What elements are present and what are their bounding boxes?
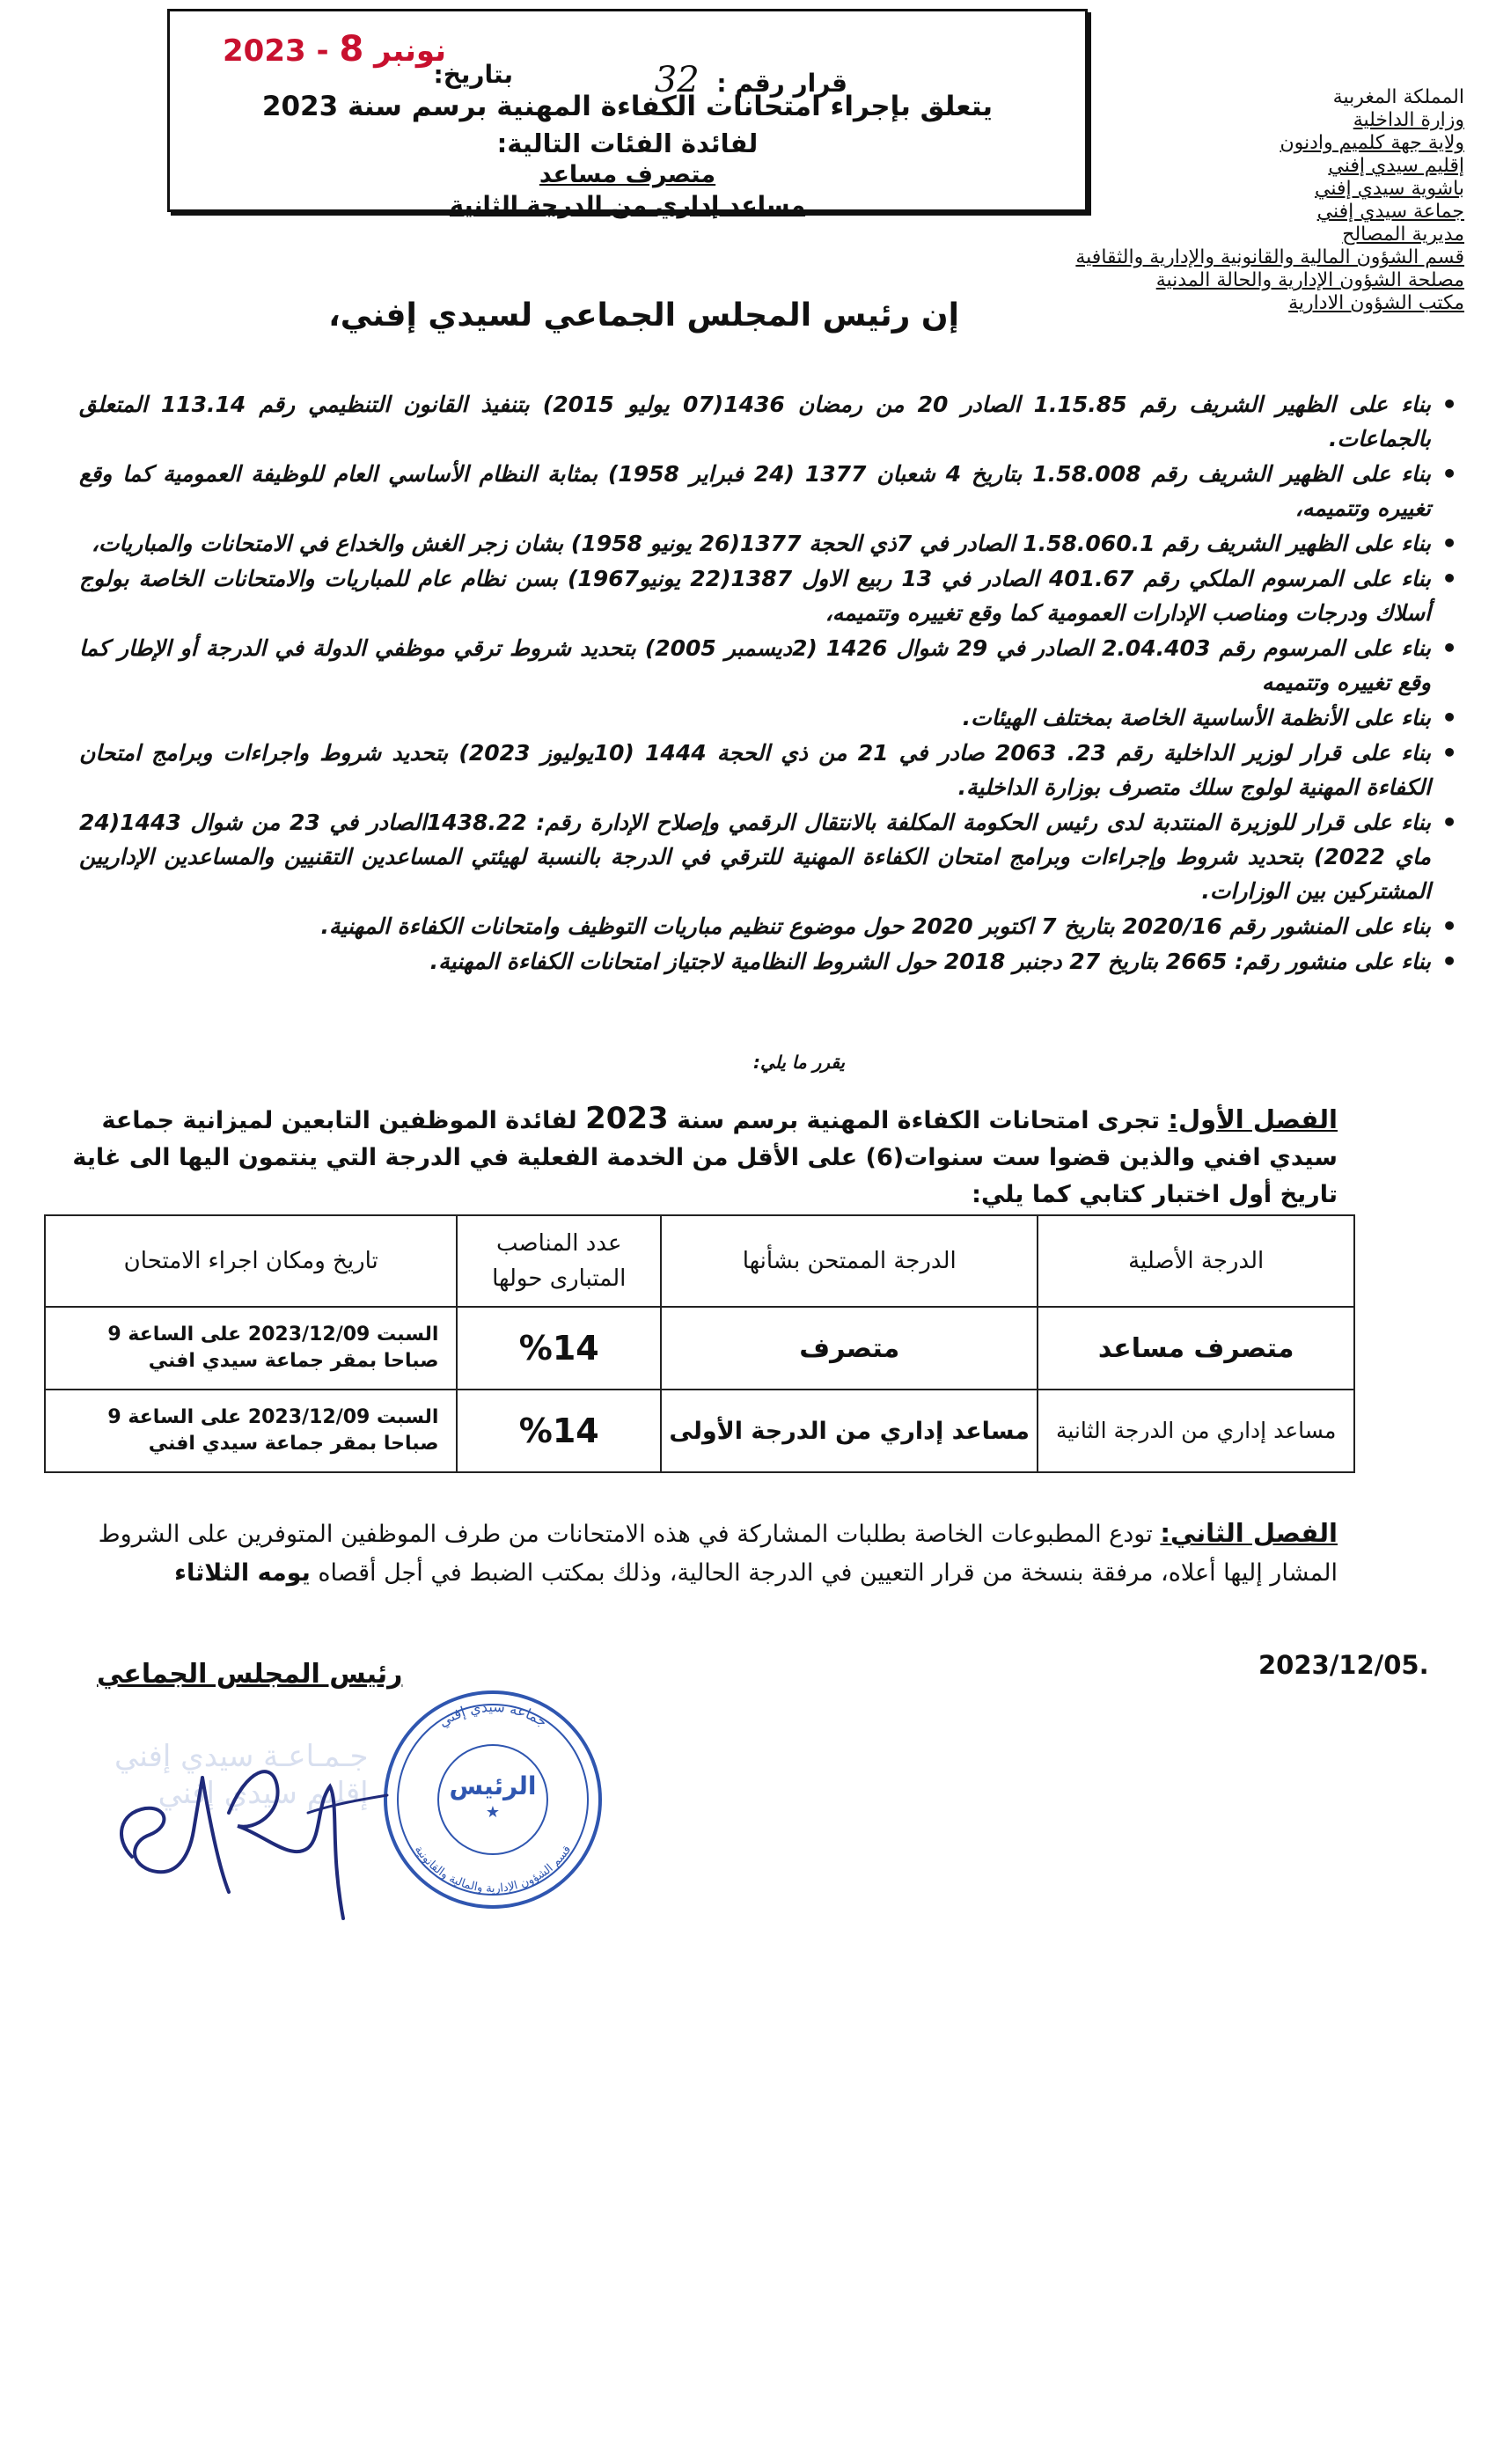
table-cell-positions: %14 bbox=[457, 1390, 661, 1472]
seal-ring-top: جماعة سيدي إفني bbox=[435, 1698, 551, 1731]
consideration-item: • بناء على الظهير الشريف رقم 1.15.85 الصادر 20 من رمضان 1436(07 يوليو 2015) بتنفيذ القانون التنظيمي رقم 113.14 المتعلق بالجماعات. bbox=[79, 387, 1461, 456]
table-cell-target-grade: مساعد إداري من الدرجة الأولى bbox=[661, 1390, 1038, 1472]
watermark-line: إقليم سيدي إفني bbox=[158, 1776, 369, 1811]
header-line: المملكة المغربية bbox=[1332, 86, 1464, 108]
decision-number-value: 32 bbox=[654, 60, 700, 100]
header-line: مديرية المصالح bbox=[1342, 224, 1464, 246]
decision-box bbox=[167, 9, 1088, 219]
consideration-item: • بناء على الأنظمة الأساسية الخاصة بمختلف الهيئات. bbox=[79, 700, 1461, 735]
table-cell-original-grade: متصرف مساعد bbox=[1038, 1307, 1354, 1390]
table-cell-date-place: السبت 2023/12/09 على الساعة 9 صباحا بمقر جماعة سيدي افني bbox=[45, 1390, 457, 1472]
stamp-date-day: 8 bbox=[339, 29, 364, 70]
chapter-1 bbox=[26, 1100, 1338, 1214]
decision-beneficiaries-label: لفائدة الفئات التالية: bbox=[496, 128, 759, 158]
table-header: الدرجة الممتحن بشأنها bbox=[661, 1215, 1038, 1307]
chapter-1-text-a: تجرى امتحانات الكفاءة المهنية برسم سنة bbox=[677, 1107, 1161, 1134]
chapter-1-label: الفصل الأول: bbox=[1168, 1104, 1338, 1134]
header-line: جماعة سيدي إفني bbox=[1316, 201, 1464, 223]
consideration-item: • بناء على منشور رقم: 2665 بتاريخ 27 دجنبر 2018 حول الشروط النظامية لاجتياز امتحانات الكفاءة المهنية. bbox=[79, 944, 1461, 979]
svg-text:جماعة سيدي إفني bbox=[436, 1698, 550, 1731]
table-row bbox=[45, 1390, 1354, 1472]
decision-date-label: بتاريخ: bbox=[433, 60, 513, 89]
seal-center-text: الرئيس bbox=[449, 1771, 537, 1800]
table-header-row bbox=[45, 1215, 1354, 1307]
exam-table bbox=[44, 1214, 1355, 1473]
chapter-1-text-b: لفائدة الموظفين التابعين لميزانية جماعة سيدي افني والذين قضوا ست سنوات(6) على الأقل من الخدمة الفعلية في الدرجة التي ينتمون اليها الى غاية تاريخ أول اختبار كتابي كما يلي: bbox=[72, 1107, 1338, 1208]
considerations-list bbox=[79, 387, 1461, 979]
handwritten-signature bbox=[97, 1707, 414, 1954]
chapter-2-text: تودع المطبوعات الخاصة بطلبات المشاركة في هذه الامتحانات من طرف الموظفين المتوفرين على الشروط المشار إليها أعلاه، مرفقة بنسخة من قرار التعيين في الدرجة الحالية، وذلك بمكتب الضبط في أجل أقصاه bbox=[98, 1521, 1338, 1587]
consideration-item: • بناء على الظهير الشريف رقم 1.58.060.1 الصادر في 7ذي الحجة 1377(26 يونيو 1958) بشان زجر الغش والخداع في الامتحانات والمباريات، bbox=[79, 526, 1461, 561]
header-line: مصلحة الشؤون الإدارية والحالة المدنية bbox=[1155, 269, 1464, 291]
table-cell-target-grade: متصرف bbox=[661, 1307, 1038, 1390]
header-line: مكتب الشؤون الادارية bbox=[1288, 292, 1464, 314]
table-header: عدد المناصب المتبارى حولها bbox=[457, 1215, 661, 1307]
table-header: تاريخ ومكان اجراء الامتحان bbox=[45, 1215, 457, 1307]
decision-category-2: مساعد إداري من الدرجة الثانية bbox=[449, 192, 806, 219]
consideration-item: • بناء على المرسوم الملكي رقم 401.67 الصادر في 13 ربيع الاول 1387(22 يونيو1967) بسن نظام عام للمباريات والامتحانات الخاصة بولوج أسلاك ودرجات ومناصب الإدارات العمومية كما وقع تغييره وتتميمه، bbox=[79, 561, 1461, 630]
consideration-item: • بناء على قرار لوزير الداخلية رقم 23. 2063 صادر في 21 من ذي الحجة 1444 (10يوليوز 2023) بتحديد شروط واجراءات وبرامج امتحان الكفاءة المهنية لولوج سلك متصرف بوزارة الداخلية. bbox=[79, 736, 1461, 804]
stamp-date-month: - نونبر bbox=[316, 33, 447, 69]
header-line: قسم الشؤون المالية والقانونية والإدارية والثقافية bbox=[1075, 246, 1464, 268]
consideration-item: • بناء على الظهير الشريف رقم 1.58.008 بتاريخ 4 شعبان 1377 (24 فبراير 1958) بمثابة النظام الأساسي العام للوظيفة العمومية كما وقع تغييره وتتميمه، bbox=[79, 457, 1461, 525]
consideration-item: • بناء على المنشور رقم 2020/16 بتاريخ 7 اكتوبر 2020 حول موضوع تنظيم مباريات التوظيف وامتحانات الكفاءة المهنية. bbox=[79, 909, 1461, 943]
table-header: الدرجة الأصلية bbox=[1038, 1215, 1354, 1307]
stamp-date bbox=[223, 29, 446, 70]
decision-number-label: قرار رقم : bbox=[716, 69, 847, 98]
signatory-title: رئيس المجلس الجماعي bbox=[97, 1659, 403, 1690]
closing-date: 2023/12/05. bbox=[1258, 1650, 1429, 1680]
table-cell-date-place: السبت 2023/12/09 على الساعة 9 صباحا بمقر جماعة سيدي افني bbox=[45, 1307, 457, 1390]
watermark-line: جـمـاعـة سيدي إفني bbox=[114, 1739, 369, 1774]
svg-text:قسم الشؤون الإدارية والمالية و bbox=[412, 1844, 574, 1896]
main-title: إن رئيس المجلس الجماعي لسيدي إفني، bbox=[328, 297, 959, 334]
consideration-item: • بناء على المرسوم رقم 2.04.403 الصادر في 29 شوال 1426 (2ديسمبر 2005) بتحديد شروط ترقي موظفي الدولة في الدرجة أو الإطار كما وقع تغييره وتتميمه bbox=[79, 631, 1461, 700]
chapter-2-day: يومه الثلاثاء bbox=[174, 1559, 311, 1587]
header-line: ولاية جهة كلميم وادنون bbox=[1280, 132, 1464, 154]
header-line: إقليم سيدي إفني bbox=[1328, 155, 1464, 177]
decided-label: يقرر ما يلي: bbox=[753, 1052, 845, 1073]
stamp-date-year: 2023 bbox=[223, 33, 306, 69]
table-cell-original-grade: مساعد إداري من الدرجة الثانية bbox=[1038, 1390, 1354, 1472]
header-line: باشوية سيدي إفني bbox=[1315, 178, 1464, 200]
seal-ring-bottom: قسم الشؤون الإدارية والمالية والقانونية bbox=[411, 1843, 575, 1896]
table-cell-positions: %14 bbox=[457, 1307, 661, 1390]
decision-subject: يتعلق بإجراء امتحانات الكفاءة المهنية برسم سنة 2023 bbox=[261, 91, 994, 122]
chapter-1-year: 2023 bbox=[585, 1101, 669, 1136]
svg-text:★: ★ bbox=[485, 1803, 501, 1822]
administrative-header bbox=[1075, 86, 1464, 315]
table-row bbox=[45, 1307, 1354, 1390]
decision-category-1: متصرف مساعد bbox=[539, 161, 716, 188]
chapter-2 bbox=[26, 1514, 1338, 1593]
chapter-2-label: الفصل الثاني: bbox=[1160, 1518, 1338, 1548]
consideration-item: • بناء على قرار للوزيرة المنتدبة لدى رئيس الحكومة المكلفة بالانتقال الرقمي وإصلاح الإدارة رقم: 1438.22الصادر في 23 من شوال 1443(24 ماي 2022) بتحديد شروط وإجراءات وبرامج امتحان الكفاءة المهنية للترقي في الدرجة بالنسبة لهيئتي المساعدين التقنيين والمساعدين الإداريين المشتركين بين الوزارات. bbox=[79, 805, 1461, 908]
header-line: وزارة الداخلية bbox=[1353, 109, 1464, 131]
